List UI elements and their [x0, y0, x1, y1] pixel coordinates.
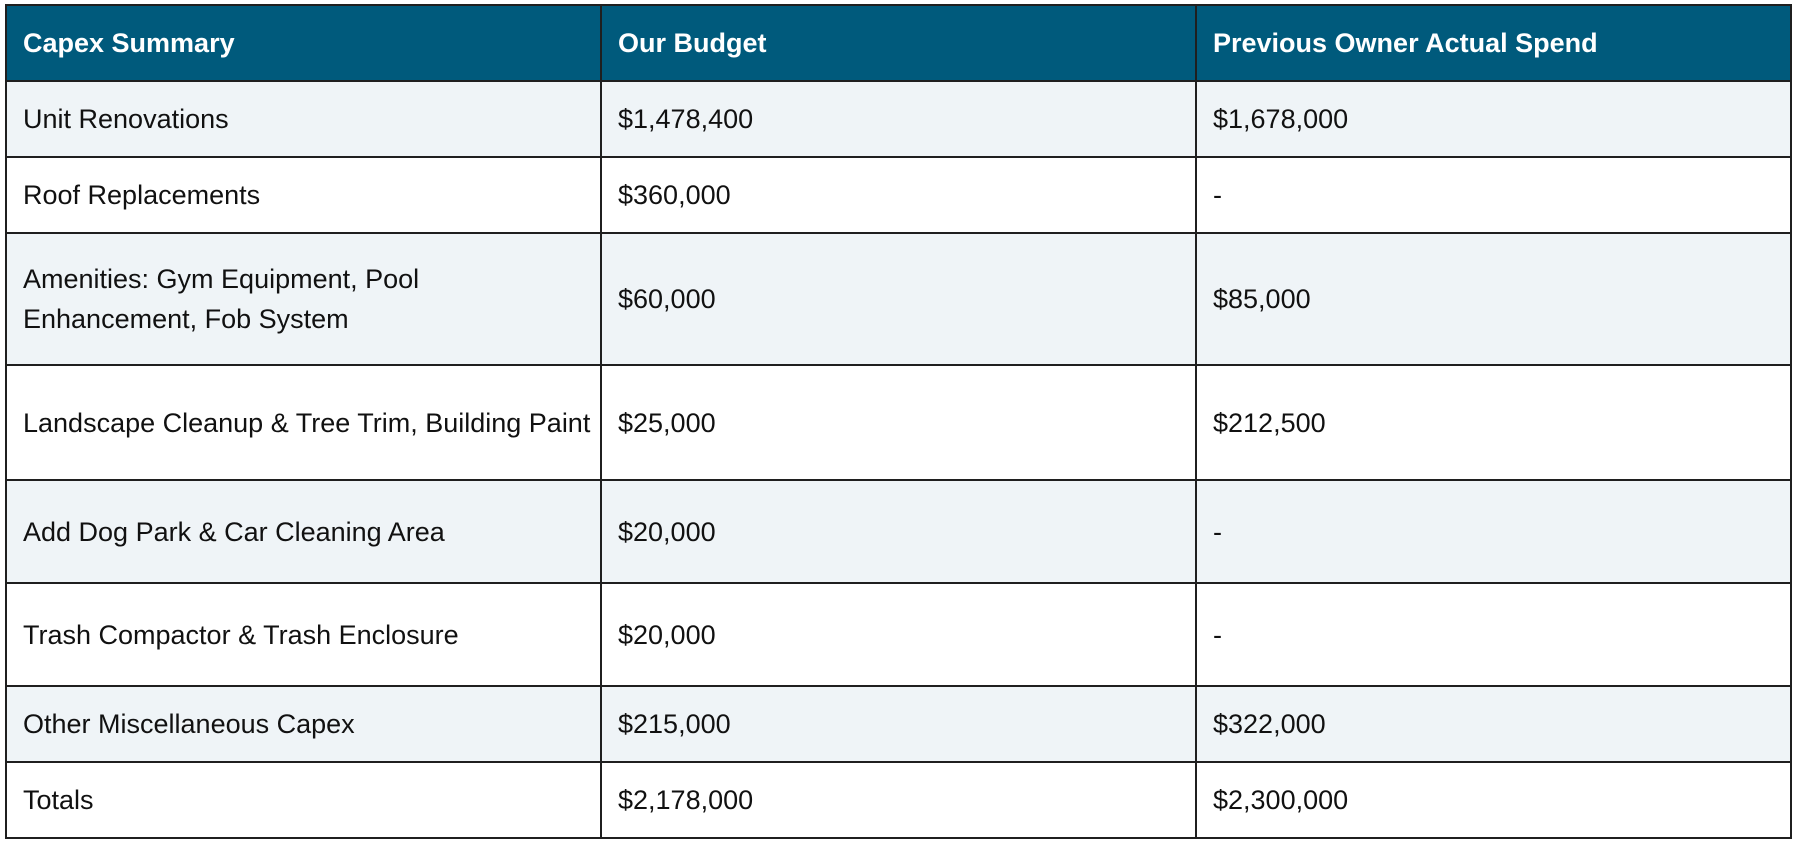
- table-row: [6, 583, 1791, 686]
- previous-owner-value: -: [1196, 480, 1791, 583]
- row-label: Unit Renovations: [6, 81, 601, 157]
- row-label: Other Miscellaneous Capex: [6, 686, 601, 762]
- capex-summary-table: [5, 4, 1792, 839]
- table-body: [6, 81, 1791, 838]
- table-row: [6, 81, 1791, 157]
- row-label: Landscape Cleanup & Tree Trim, Building Paint: [6, 365, 601, 480]
- our-budget-value: $20,000: [601, 480, 1196, 583]
- totals-label: Totals: [6, 762, 601, 838]
- our-budget-value: $20,000: [601, 583, 1196, 686]
- table-row: [6, 686, 1791, 762]
- header-previous-owner-spend: Previous Owner Actual Spend: [1196, 5, 1791, 81]
- header-row: [6, 5, 1791, 81]
- previous-owner-value: $1,678,000: [1196, 81, 1791, 157]
- totals-row: [6, 762, 1791, 838]
- our-budget-value: $1,478,400: [601, 81, 1196, 157]
- row-label: Amenities: Gym Equipment, Pool Enhancement, Fob System: [6, 233, 601, 365]
- table-row: [6, 157, 1791, 233]
- our-budget-value: $360,000: [601, 157, 1196, 233]
- previous-owner-value: -: [1196, 157, 1791, 233]
- previous-owner-value: -: [1196, 583, 1791, 686]
- row-label: Roof Replacements: [6, 157, 601, 233]
- header-our-budget: Our Budget: [601, 5, 1196, 81]
- row-label: Trash Compactor & Trash Enclosure: [6, 583, 601, 686]
- previous-owner-value: $212,500: [1196, 365, 1791, 480]
- our-budget-value: $25,000: [601, 365, 1196, 480]
- table-row: [6, 365, 1791, 480]
- our-budget-value: $215,000: [601, 686, 1196, 762]
- table-row: [6, 480, 1791, 583]
- totals-previous-owner: $2,300,000: [1196, 762, 1791, 838]
- header-capex-summary: Capex Summary: [6, 5, 601, 81]
- our-budget-value: $60,000: [601, 233, 1196, 365]
- previous-owner-value: $85,000: [1196, 233, 1791, 365]
- table-row: [6, 233, 1791, 365]
- capex-summary-table-container: [5, 4, 1790, 839]
- totals-our-budget: $2,178,000: [601, 762, 1196, 838]
- previous-owner-value: $322,000: [1196, 686, 1791, 762]
- table-header: [6, 5, 1791, 81]
- row-label: Add Dog Park & Car Cleaning Area: [6, 480, 601, 583]
